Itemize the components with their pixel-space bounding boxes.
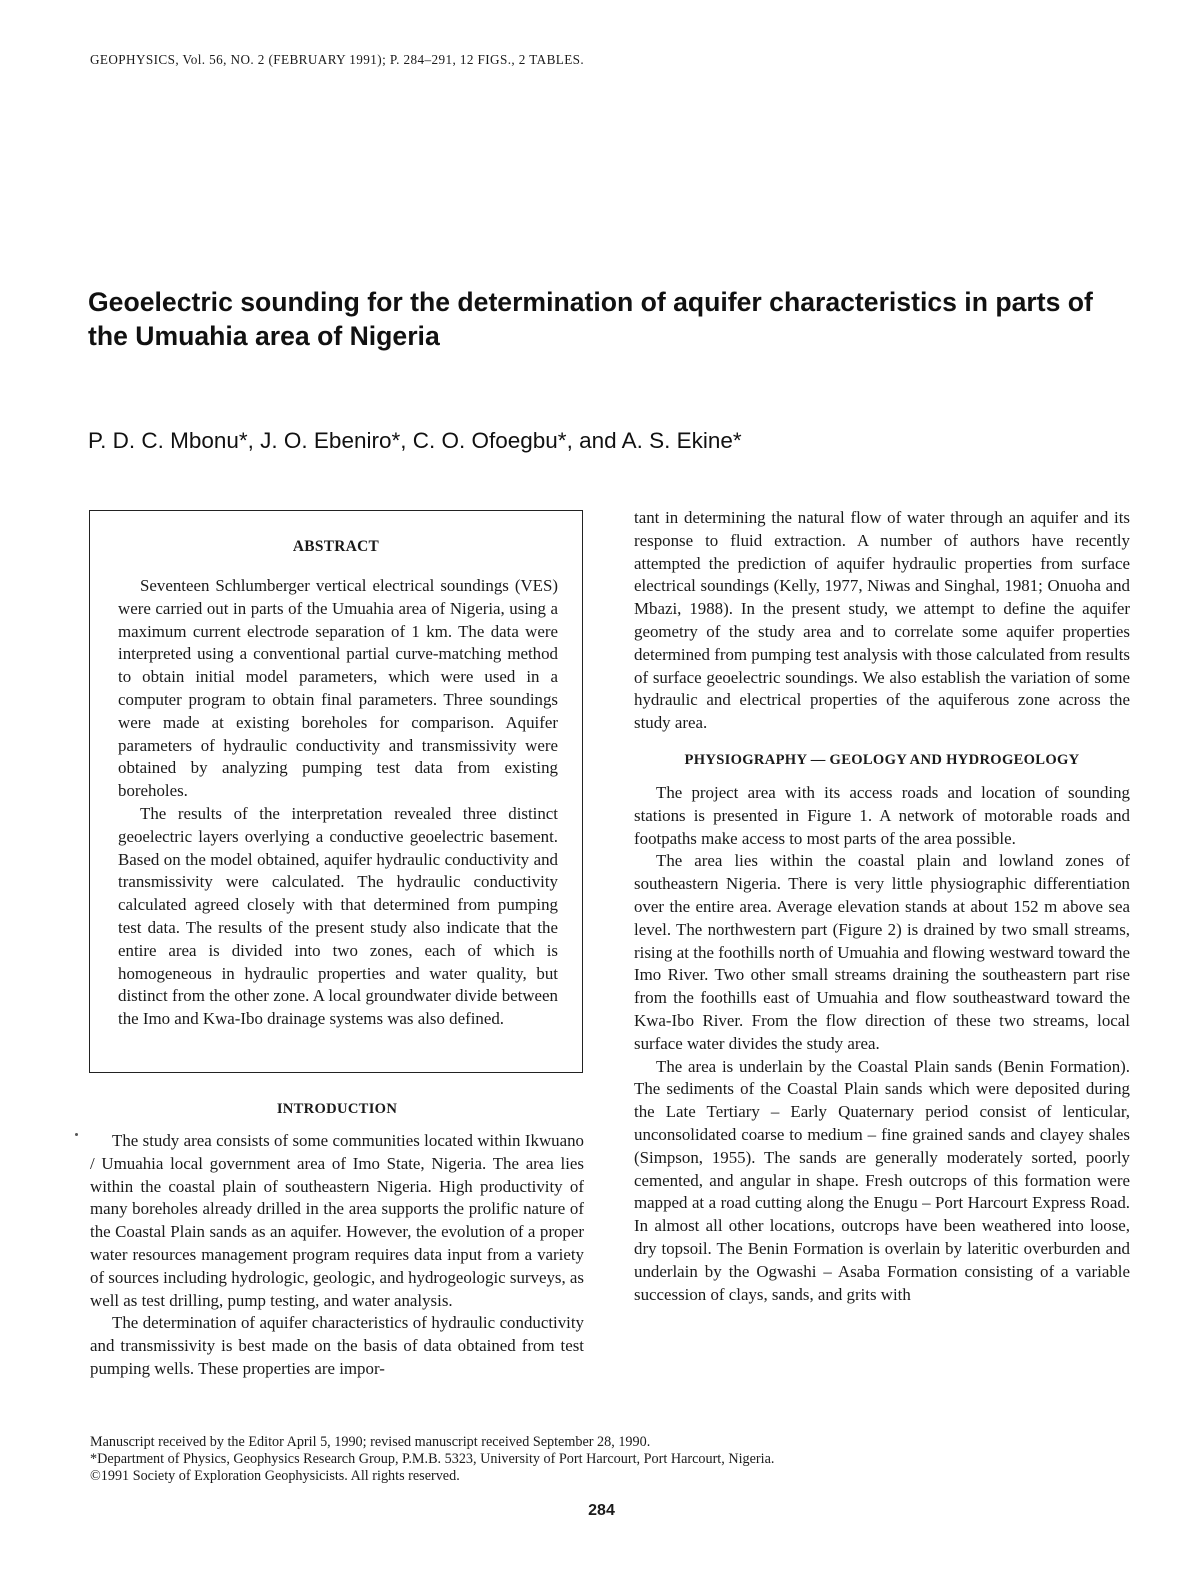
author-list: P. D. C. Mbonu*, J. O. Ebeniro*, C. O. Ofoegbu*, and A. S. Ekine* xyxy=(88,428,742,453)
right-column xyxy=(634,507,1130,1306)
introduction-paragraph: The determination of aquifer characteristics of hydraulic conductivity and transmissivity is best made on the basis of data obtained from test pumping wells. These properties are impor- xyxy=(90,1313,584,1378)
footnote-copyright: ©1991 Society of Exploration Geophysicists. All rights reserved. xyxy=(90,1467,460,1484)
physiography-paragraph: The area is underlain by the Coastal Plain sands (Benin Formation). The sediments of the Coastal Plain sands which were deposited during the Late Tertiary – Early Quaternary period consist of lenticular, unconsolidated coarse to medium – fine grained sands and clayey shales (Simpson, 1955). The sands are generally moderately sorted, poorly cemented, and angular in shape. Fresh outcrops of this formation were mapped at a road cutting along the Enugu – Port Harcourt Express Road. In almost all other locations, outcrops have been weathered into loose, dry topsoil. The Benin Formation is overlain by lateritic overburden and underlain by the Ogwashi – Asaba Formation consisting of a variable succession of clays, sands, and grits with xyxy=(634,1056,1130,1304)
introduction-section xyxy=(90,1098,584,1381)
page-number: 284 xyxy=(588,1502,615,1519)
introduction-continuation: tant in determining the natural flow of water through an aquifer and its response to fluid extraction. A number of authors have recently attempted the prediction of aquifer hydraulic properties from surface electrical soundings (Kelly, 1977, Niwas and Singhal, 1981; Onuoha and Mbazi, 1988). In the present study, we attempt to define the aquifer geometry of the study area and to correlate some aquifer properties determined from pumping test analysis with those calculated from results of surface geoelectric soundings. We also establish the variation of some hydraulic and electrical properties of the aquiferous zone across the study area. xyxy=(634,508,1130,733)
physiography-heading: PHYSIOGRAPHY — GEOLOGY AND HYDROGEOLOGY xyxy=(684,751,1080,768)
footnote-manuscript: Manuscript received by the Editor April 5, 1990; revised manuscript received September 28, 1990. xyxy=(90,1434,651,1450)
abstract-paragraph: Seventeen Schlumberger vertical electrical soundings (VES) were carried out in parts of the Umuahia area of Nigeria, using a maximum current electrode separation of 1 km. The data were interpreted using a conventional partial curve-matching method to obtain initial model parameters, which were used in a computer program to obtain final parameters. Three soundings were made at existing boreholes for comparison. Aquifer parameters of hydraulic conductivity and transmissivity were obtained by analyzing pumping test data from existing boreholes. xyxy=(118,576,558,801)
stray-mark xyxy=(75,1133,78,1136)
abstract-heading: ABSTRACT xyxy=(292,538,380,555)
introduction-paragraph: The study area consists of some communities located within Ikwuano / Umuahia local government area of Imo State, Nigeria. The area lies within the coastal plain of southeastern Nigeria. High productivity of many boreholes already drilled in the area supports the prolific nature of the Coastal Plain sands as an aquifer. However, the evolution of a proper water resources management program requires data input from a variety of sources including hydrologic, geologic, and hydrogeologic surveys, as well as test drilling, pump testing, and water analysis. xyxy=(90,1131,584,1310)
journal-header: GEOPHYSICS, Vol. 56, NO. 2 (FEBRUARY 1991); P. 284–291, 12 FIGS., 2 TABLES. xyxy=(90,52,585,67)
introduction-heading: INTRODUCTION xyxy=(276,1101,398,1117)
footnote-affiliation: *Department of Physics, Geophysics Research Group, P.M.B. 5323, University of Port Harcourt, Port Harcourt, Nigeria. xyxy=(90,1450,775,1467)
paper-title: Geoelectric sounding for the determination of aquifer characteristics in parts of the Umuahia area of Nigeria xyxy=(88,287,1093,351)
physiography-paragraph: The project area with its access roads and location of sounding stations is presented in Figure 1. A network of motorable roads and footpaths make access to most parts of the area possible. xyxy=(634,782,1130,848)
abstract-paragraph: The results of the interpretation revealed three distinct geoelectric layers overlying a conductive geoelectric basement. Based on the model obtained, aquifer hydraulic conductivity and transmissivity were calculated. The hydraulic conductivity calculated agreed closely with that determined from pumping test data. The results of the present study also indicate that the entire area is divided into two zones, each of which is homogeneous in hydraulic properties and water quality, but distinct from the other zone. A local groundwater divide between the Imo and Kwa-Ibo drainage systems was also defined. xyxy=(118,803,558,1029)
physiography-paragraph: The area lies within the coastal plain and lowland zones of southeastern Nigeria. There is very little physiographic differentiation over the entire area. Average elevation stands at about 152 m above sea level. The northwestern part (Figure 2) is drained by two small streams, rising at the foothills north of Umuahia and flowing westward toward the Imo River. Two other small streams draining the southeastern part rise from the foothills east of Umuahia and flow southeastward toward the Kwa-Ibo River. From the flow direction of these two streams, local surface water divides the study area. xyxy=(634,851,1130,1053)
footnotes xyxy=(90,1434,1130,1484)
abstract-body xyxy=(118,575,558,1031)
abstract-box xyxy=(89,510,583,1073)
